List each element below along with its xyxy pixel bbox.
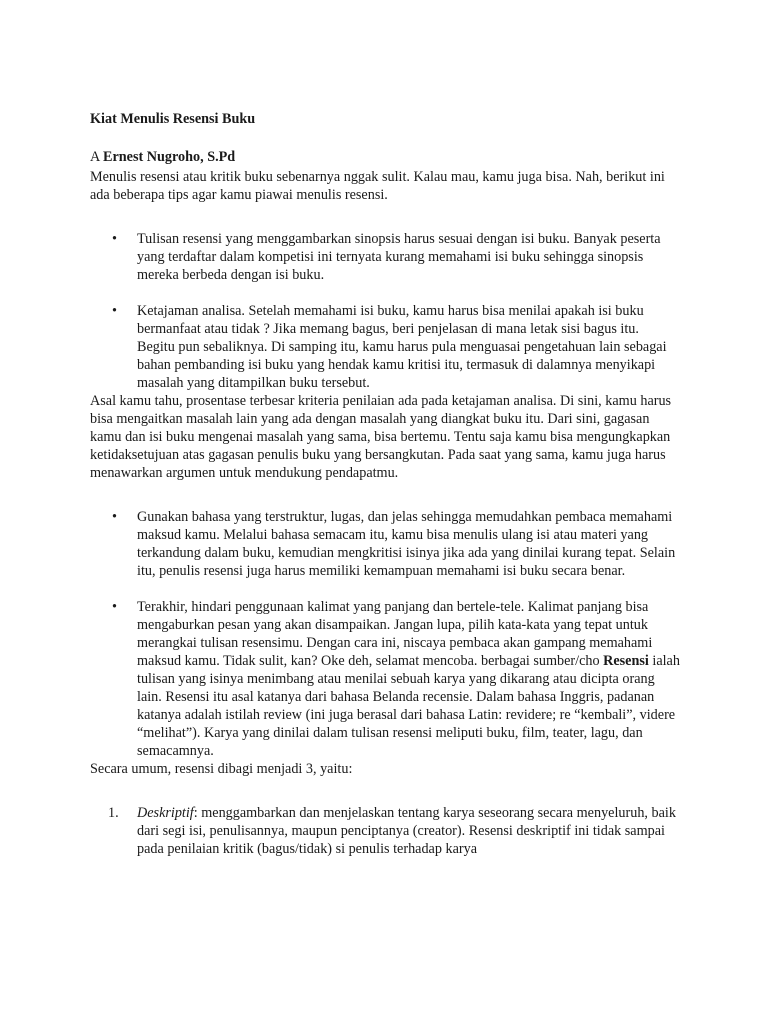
numbered-item — [90, 804, 680, 858]
list-item — [90, 508, 680, 580]
author-name: Ernest Nugroho, S.Pd — [103, 149, 236, 165]
author-prefix: A — [90, 149, 104, 165]
item-term: Deskriptif — [137, 805, 194, 821]
bullet-icon: • — [112, 303, 117, 319]
bullet-icon: • — [112, 509, 117, 525]
list-item-text-before: Terakhir, hindari penggunaan kalimat yang panjang dan bertele-tele. Kalimat panjang bisa mengaburkan pesan yang akan disampaikan. Jangan lupa, pilih kata-kata yang tepat untuk merangkai tulisan resensimu. Dengan cara ini, niscaya pembaca akan gampang memahami maksud kamu. Tidak sulit, kan? Oke deh, selamat mencoba. berbagai sumber/cho — [137, 599, 653, 669]
list-item-text: Ketajaman analisa. Setelah memahami isi buku, kamu harus bisa menilai apakah isi buku bermanfaat atau tidak ? Jika memang bagus, beri penjelasan di mana letak sisi bagus itu. Begitu pun sebaliknya. Di samping itu, kamu harus pula menguasai pengetahuan lain sebagai bahan pembanding isi buku yang hendak kamu kritisi itu, termasuk di dalamnya menyikapi masalah yang ditampilkan buku tersebut. — [137, 303, 667, 391]
bullet-list-1 — [90, 230, 680, 392]
item-number: 1. — [108, 805, 119, 821]
list-item-text: Tulisan resensi yang menggambarkan sinopsis harus sesuai dengan isi buku. Banyak peserta yang terdaftar dalam kompetisi ini ternyata kurang memahami isi buku sehingga sinopsis mereka berbeda dengan isi buku. — [137, 231, 661, 283]
list-item — [90, 302, 680, 392]
resensi-term: Resensi — [603, 653, 649, 669]
document-page — [90, 110, 680, 858]
bullet-icon: • — [112, 231, 117, 247]
classification-paragraph: Secara umum, resensi dibagi menjadi 3, yaitu: — [90, 761, 353, 777]
author-line — [90, 148, 680, 168]
item-text: : menggambarkan dan menjelaskan tentang karya seseorang secara menyeluruh, baik dari segi isi, penulisannya, maupun penciptanya (creator). Resensi deskriptif ini tidak sampai pada penilaian kritik (bagus/tidak) si penulis terhadap karya — [137, 805, 676, 857]
numbered-list — [90, 804, 680, 858]
bullet-list-2 — [90, 508, 680, 760]
list-item — [90, 598, 680, 760]
bullet-icon: • — [112, 599, 117, 615]
analysis-paragraph: Asal kamu tahu, prosentase terbesar kriteria penilaian ada pada ketajaman analisa. Di sini, kamu harus bisa mengaitkan masalah lain yang ada dengan masalah yang diangkat buku itu. Dari sini, gagasan kamu dan isi buku mengenai masalah yang sama, bisa bertemu. Tentu saja kamu bisa mengungkapkan ketidaksetujuan atas gagasan penulis buku yang bersangkutan. Pada saat yang sama, kamu juga harus menawarkan argumen untuk mendukung pendapatmu. — [90, 393, 672, 481]
list-item-text: Gunakan bahasa yang terstruktur, lugas, dan jelas sehingga memudahkan pembaca memahami maksud kamu. Melalui bahasa semacam itu, kamu bisa menulis ulang isi atau materi yang terkandung dalam buku, kemudian mengkritisi isinya jika ada yang dinilai kurang tepat. Selain itu, penulis resensi juga harus memiliki kemampuan memahami isi buku secara benar. — [137, 509, 676, 579]
intro-paragraph: Menulis resensi atau kritik buku sebenarnya nggak sulit. Kalau mau, kamu juga bisa. Nah, berikut ini ada beberapa tips agar kamu piawai menulis resensi. — [90, 169, 665, 203]
document-title: Kiat Menulis Resensi Buku — [90, 111, 256, 127]
list-item-text-after: ialah tulisan yang isinya menimbang atau menilai sebuah karya yang dikarang atau dicipta orang lain. Resensi itu asal katanya dari bahasa Belanda recensie. Dalam bahasa Inggris, padanan katanya adalah istilah review (ini juga berasal dari bahasa Latin: revidere; re “kembali”, videre “melihat”). Karya yang dinilai dalam tulisan resensi meliputi buku, film, teater, lagu, dan semacamnya. — [137, 653, 680, 759]
list-item — [90, 230, 680, 284]
